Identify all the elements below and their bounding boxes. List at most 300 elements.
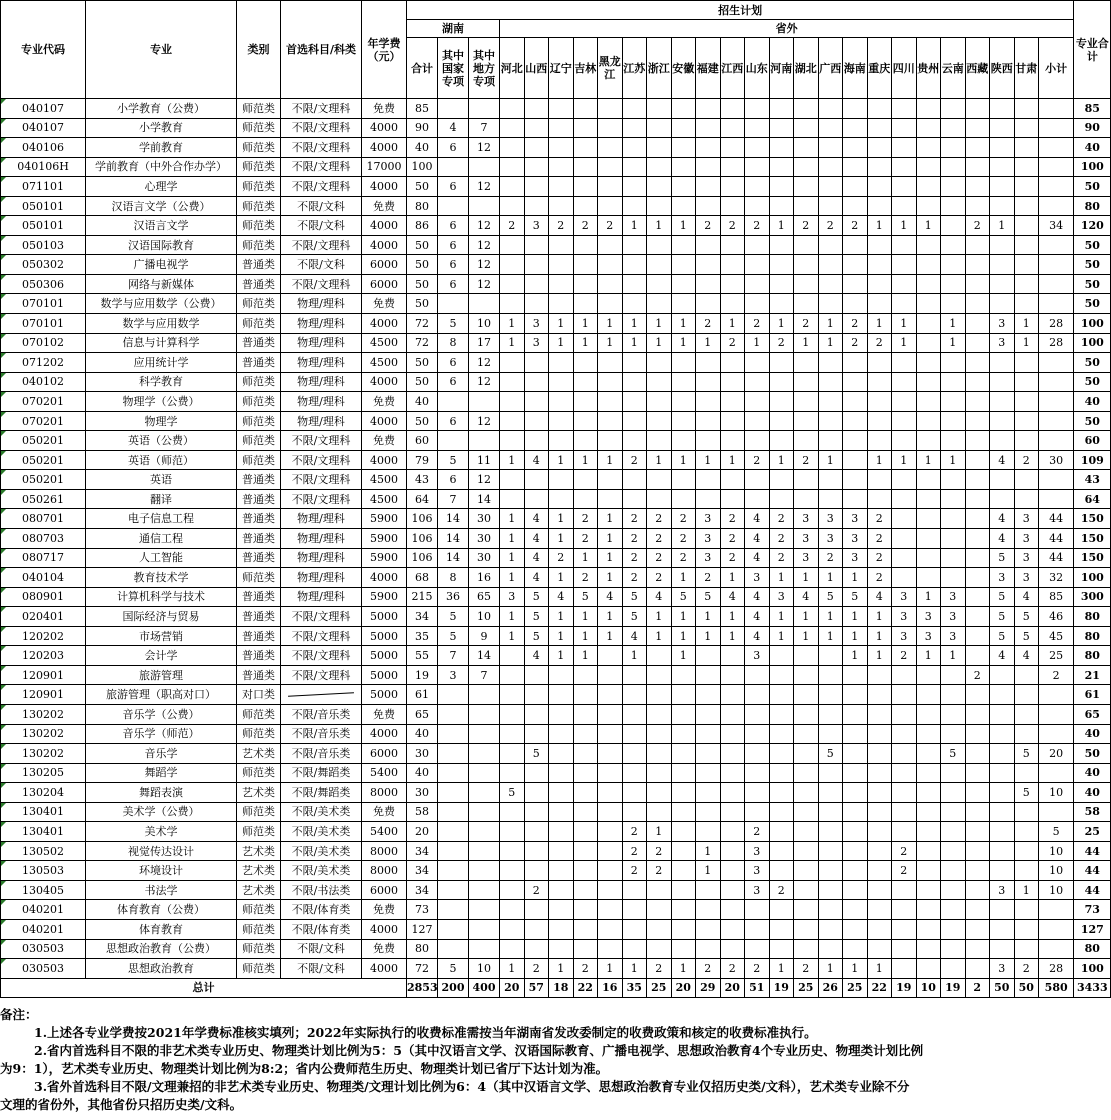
province-value	[745, 919, 770, 939]
major-category: 师范类	[237, 939, 281, 959]
major-fee: 免费	[362, 294, 407, 314]
province-value: 1	[720, 450, 745, 470]
hunan-national	[438, 431, 469, 451]
province-value	[500, 919, 525, 939]
province-value	[941, 704, 966, 724]
province-value	[892, 353, 917, 373]
header-province: 河北	[500, 38, 525, 99]
province-value	[794, 411, 819, 431]
province-value	[1014, 274, 1039, 294]
province-value	[892, 959, 917, 979]
outside-subtotal: 10	[1039, 841, 1074, 861]
major-name: 体育教育（公费）	[86, 900, 237, 920]
province-value: 1	[500, 450, 525, 470]
province-value	[965, 509, 990, 529]
header-hn-national: 其中国家专项	[438, 38, 469, 99]
province-value	[647, 470, 672, 490]
major-code: 020401	[1, 607, 86, 627]
province-value	[843, 724, 868, 744]
major-name: 美术学	[86, 822, 237, 842]
table-row	[1, 489, 1111, 509]
province-value	[892, 744, 917, 764]
province-value: 2	[843, 216, 868, 236]
major-fee: 6000	[362, 255, 407, 275]
province-value	[647, 646, 672, 666]
major-code: 080717	[1, 548, 86, 568]
province-value	[500, 841, 525, 861]
province-value	[549, 392, 574, 412]
province-value	[941, 841, 966, 861]
province-value: 1	[818, 314, 843, 334]
province-value	[1014, 724, 1039, 744]
province-value	[696, 294, 721, 314]
province-value: 5	[818, 744, 843, 764]
major-category: 师范类	[237, 314, 281, 334]
major-fee: 4000	[362, 411, 407, 431]
province-value	[965, 646, 990, 666]
province-value: 1	[990, 216, 1015, 236]
outside-subtotal: 30	[1039, 450, 1074, 470]
province-value	[524, 138, 549, 158]
province-value	[867, 724, 892, 744]
province-value: 2	[647, 529, 672, 549]
province-value	[647, 157, 672, 177]
major-category: 师范类	[237, 802, 281, 822]
major-fee: 5900	[362, 529, 407, 549]
province-value: 1	[573, 450, 598, 470]
major-category: 普通类	[237, 626, 281, 646]
major-code: 130502	[1, 841, 86, 861]
province-value	[818, 392, 843, 412]
province-value: 1	[941, 333, 966, 353]
province-value: 1	[500, 626, 525, 646]
province-value	[941, 548, 966, 568]
province-value	[647, 274, 672, 294]
province-value: 2	[524, 880, 549, 900]
province-value	[671, 431, 696, 451]
province-value: 2	[867, 529, 892, 549]
province-value	[941, 822, 966, 842]
province-value: 1	[671, 646, 696, 666]
header-province: 贵州	[916, 38, 941, 99]
province-value	[794, 665, 819, 685]
outside-subtotal	[1039, 353, 1074, 373]
province-value	[843, 704, 868, 724]
province-value	[867, 294, 892, 314]
province-value: 3	[818, 529, 843, 549]
province-value	[843, 118, 868, 138]
province-value	[745, 783, 770, 803]
hunan-total: 50	[407, 411, 438, 431]
hunan-national	[438, 392, 469, 412]
province-value	[892, 411, 917, 431]
province-value	[794, 392, 819, 412]
major-code: 130204	[1, 783, 86, 803]
province-value: 2	[769, 880, 794, 900]
province-value	[622, 255, 647, 275]
major-subject: 不限/体育类	[281, 900, 362, 920]
major-category: 艺术类	[237, 861, 281, 881]
header-subtotal: 小计	[1039, 38, 1074, 99]
province-value: 5	[1014, 626, 1039, 646]
major-category: 师范类	[237, 138, 281, 158]
hunan-total: 34	[407, 880, 438, 900]
major-subject: 不限/文理科	[281, 118, 362, 138]
province-value	[916, 196, 941, 216]
province-value	[769, 353, 794, 373]
major-code: 040106	[1, 138, 86, 158]
province-value	[745, 99, 770, 119]
province-value	[573, 880, 598, 900]
province-value: 1	[720, 626, 745, 646]
province-value: 3	[916, 607, 941, 627]
hunan-local	[469, 704, 500, 724]
province-value	[549, 489, 574, 509]
province-value	[500, 704, 525, 724]
outside-subtotal: 44	[1039, 509, 1074, 529]
province-value	[941, 665, 966, 685]
major-total: 40	[1074, 138, 1111, 158]
province-value	[769, 783, 794, 803]
province-value	[696, 431, 721, 451]
major-subject: 不限/文理科	[281, 99, 362, 119]
province-value	[1014, 919, 1039, 939]
province-value: 1	[500, 314, 525, 334]
province-value	[598, 783, 623, 803]
major-name: 思想政治教育	[86, 959, 237, 979]
province-value	[622, 744, 647, 764]
header-province: 黑龙江	[598, 38, 623, 99]
table-row	[1, 900, 1111, 920]
major-category: 师范类	[237, 411, 281, 431]
province-value: 4	[990, 646, 1015, 666]
table-row	[1, 255, 1111, 275]
major-name: 英语	[86, 470, 237, 490]
province-value: 5	[843, 587, 868, 607]
province-value	[622, 939, 647, 959]
major-subject: 不限/文科	[281, 939, 362, 959]
totals-province: 25	[794, 978, 819, 997]
province-value: 4	[745, 626, 770, 646]
province-value	[794, 255, 819, 275]
province-value	[671, 939, 696, 959]
province-value	[794, 196, 819, 216]
major-subject: 不限/舞蹈类	[281, 763, 362, 783]
province-value	[794, 489, 819, 509]
hunan-total: 60	[407, 431, 438, 451]
province-value: 2	[867, 509, 892, 529]
province-value	[500, 99, 525, 119]
outside-subtotal	[1039, 274, 1074, 294]
major-total: 50	[1074, 294, 1111, 314]
province-value	[549, 900, 574, 920]
hunan-local	[469, 919, 500, 939]
province-value	[549, 411, 574, 431]
major-fee: 5400	[362, 763, 407, 783]
outside-subtotal: 44	[1039, 529, 1074, 549]
province-value	[916, 235, 941, 255]
major-subject: 不限/文理科	[281, 274, 362, 294]
major-fee: 4000	[362, 314, 407, 334]
province-value	[720, 157, 745, 177]
province-value	[794, 861, 819, 881]
province-value	[818, 99, 843, 119]
province-value	[671, 724, 696, 744]
province-value	[1014, 861, 1039, 881]
province-value	[941, 568, 966, 588]
hunan-national: 5	[438, 450, 469, 470]
province-value: 1	[549, 333, 574, 353]
province-value: 4	[1014, 587, 1039, 607]
province-value	[843, 802, 868, 822]
province-value	[500, 646, 525, 666]
header-category: 类别	[237, 1, 281, 99]
hunan-total: 100	[407, 157, 438, 177]
province-value	[1014, 411, 1039, 431]
province-value	[1014, 431, 1039, 451]
province-value	[769, 802, 794, 822]
hunan-local: 12	[469, 274, 500, 294]
province-value	[549, 685, 574, 705]
province-value	[524, 411, 549, 431]
province-value	[843, 880, 868, 900]
hunan-national	[438, 841, 469, 861]
province-value: 4	[745, 529, 770, 549]
province-value	[696, 138, 721, 158]
province-value	[965, 587, 990, 607]
major-subject: 物理/理科	[281, 372, 362, 392]
province-value: 3	[500, 587, 525, 607]
hunan-local: 12	[469, 235, 500, 255]
province-value	[941, 763, 966, 783]
province-value	[1014, 763, 1039, 783]
major-code: 070201	[1, 392, 86, 412]
province-value: 2	[769, 548, 794, 568]
major-subject: 物理/理科	[281, 294, 362, 314]
province-value	[524, 783, 549, 803]
province-value: 1	[867, 959, 892, 979]
province-value	[818, 665, 843, 685]
major-category: 师范类	[237, 157, 281, 177]
major-name: 物理学（公费）	[86, 392, 237, 412]
province-value: 5	[524, 587, 549, 607]
province-value	[500, 470, 525, 490]
province-value	[916, 724, 941, 744]
major-total: 50	[1074, 372, 1111, 392]
major-name: 音乐学（公费）	[86, 704, 237, 724]
province-value	[965, 704, 990, 724]
major-name: 教育技术学	[86, 568, 237, 588]
outside-subtotal: 28	[1039, 314, 1074, 334]
province-value	[671, 919, 696, 939]
province-value	[622, 431, 647, 451]
province-value	[720, 685, 745, 705]
major-subject: 不限/文理科	[281, 489, 362, 509]
province-value	[843, 274, 868, 294]
province-value	[892, 665, 917, 685]
province-value: 1	[916, 216, 941, 236]
province-value: 4	[990, 529, 1015, 549]
province-value: 4	[524, 509, 549, 529]
table-row	[1, 99, 1111, 119]
table-row	[1, 568, 1111, 588]
plan-table-body	[1, 99, 1111, 998]
province-value	[598, 177, 623, 197]
province-value	[941, 685, 966, 705]
major-code: 050306	[1, 274, 86, 294]
major-subject: 不限/文理科	[281, 431, 362, 451]
hunan-national	[438, 196, 469, 216]
major-code: 040201	[1, 919, 86, 939]
province-value: 4	[598, 587, 623, 607]
province-value	[598, 353, 623, 373]
hunan-local	[469, 157, 500, 177]
province-value	[745, 118, 770, 138]
table-row	[1, 372, 1111, 392]
province-value	[500, 744, 525, 764]
province-value: 2	[573, 959, 598, 979]
major-code: 130202	[1, 704, 86, 724]
table-row	[1, 607, 1111, 627]
province-value	[524, 353, 549, 373]
major-total: 44	[1074, 841, 1111, 861]
province-value	[598, 470, 623, 490]
province-value: 3	[1014, 548, 1039, 568]
province-value	[745, 763, 770, 783]
province-value: 2	[647, 548, 672, 568]
province-value	[524, 665, 549, 685]
province-value	[696, 763, 721, 783]
hunan-total: 40	[407, 392, 438, 412]
totals-hunan: 2853	[407, 978, 438, 997]
major-subject: 不限/文理科	[281, 646, 362, 666]
province-value	[818, 255, 843, 275]
hunan-total: 106	[407, 529, 438, 549]
outside-subtotal: 25	[1039, 646, 1074, 666]
province-value	[867, 138, 892, 158]
province-value	[990, 822, 1015, 842]
major-code: 130202	[1, 744, 86, 764]
province-value	[892, 138, 917, 158]
major-total: 50	[1074, 177, 1111, 197]
outside-subtotal	[1039, 431, 1074, 451]
major-name: 物理学	[86, 411, 237, 431]
province-value	[500, 685, 525, 705]
province-value	[573, 392, 598, 412]
province-value	[794, 685, 819, 705]
province-value	[573, 431, 598, 451]
province-value	[598, 294, 623, 314]
province-value	[892, 548, 917, 568]
province-value	[573, 489, 598, 509]
major-fee: 8000	[362, 861, 407, 881]
province-value: 1	[720, 314, 745, 334]
header-subject: 首选科目/科类	[281, 1, 362, 99]
hunan-total: 68	[407, 568, 438, 588]
province-value	[892, 900, 917, 920]
major-category: 普通类	[237, 353, 281, 373]
province-value: 1	[500, 529, 525, 549]
province-value: 2	[794, 450, 819, 470]
province-value	[1014, 939, 1039, 959]
table-row	[1, 646, 1111, 666]
hunan-local	[469, 880, 500, 900]
province-value	[843, 196, 868, 216]
province-value: 2	[867, 548, 892, 568]
hunan-total: 86	[407, 216, 438, 236]
major-code: 050201	[1, 450, 86, 470]
province-value	[524, 431, 549, 451]
major-total: 50	[1074, 411, 1111, 431]
province-value	[573, 919, 598, 939]
table-row	[1, 529, 1111, 549]
province-value	[549, 99, 574, 119]
province-value	[696, 724, 721, 744]
province-value	[696, 802, 721, 822]
hunan-total: 30	[407, 783, 438, 803]
province-value	[500, 177, 525, 197]
major-name: 汉语言文学（公费）	[86, 196, 237, 216]
province-value	[598, 372, 623, 392]
province-value	[794, 880, 819, 900]
hunan-local	[469, 196, 500, 216]
province-value	[622, 411, 647, 431]
province-value	[647, 665, 672, 685]
province-value	[965, 607, 990, 627]
outside-subtotal: 34	[1039, 216, 1074, 236]
province-value: 3	[1014, 529, 1039, 549]
major-category: 师范类	[237, 959, 281, 979]
major-category: 普通类	[237, 274, 281, 294]
province-value	[965, 783, 990, 803]
province-value	[671, 763, 696, 783]
province-value	[769, 470, 794, 490]
province-value: 3	[794, 529, 819, 549]
province-value	[598, 744, 623, 764]
table-row	[1, 314, 1111, 334]
major-category: 艺术类	[237, 841, 281, 861]
hunan-total: 90	[407, 118, 438, 138]
province-value	[647, 235, 672, 255]
province-value	[916, 939, 941, 959]
province-value	[524, 822, 549, 842]
hunan-local: 14	[469, 646, 500, 666]
province-value	[622, 235, 647, 255]
major-category: 普通类	[237, 607, 281, 627]
province-value	[622, 372, 647, 392]
major-category: 师范类	[237, 216, 281, 236]
province-value	[573, 685, 598, 705]
province-value	[892, 255, 917, 275]
province-value	[720, 372, 745, 392]
province-value	[818, 880, 843, 900]
totals-province: 16	[598, 978, 623, 997]
province-value	[696, 255, 721, 275]
province-value	[965, 724, 990, 744]
table-row	[1, 783, 1111, 803]
table-row	[1, 685, 1111, 705]
province-value	[916, 333, 941, 353]
province-value	[573, 255, 598, 275]
province-value	[1014, 372, 1039, 392]
province-value	[941, 880, 966, 900]
hunan-national	[438, 900, 469, 920]
province-value	[843, 900, 868, 920]
province-value	[671, 138, 696, 158]
hunan-total: 40	[407, 138, 438, 158]
province-value	[671, 411, 696, 431]
province-value: 1	[549, 607, 574, 627]
